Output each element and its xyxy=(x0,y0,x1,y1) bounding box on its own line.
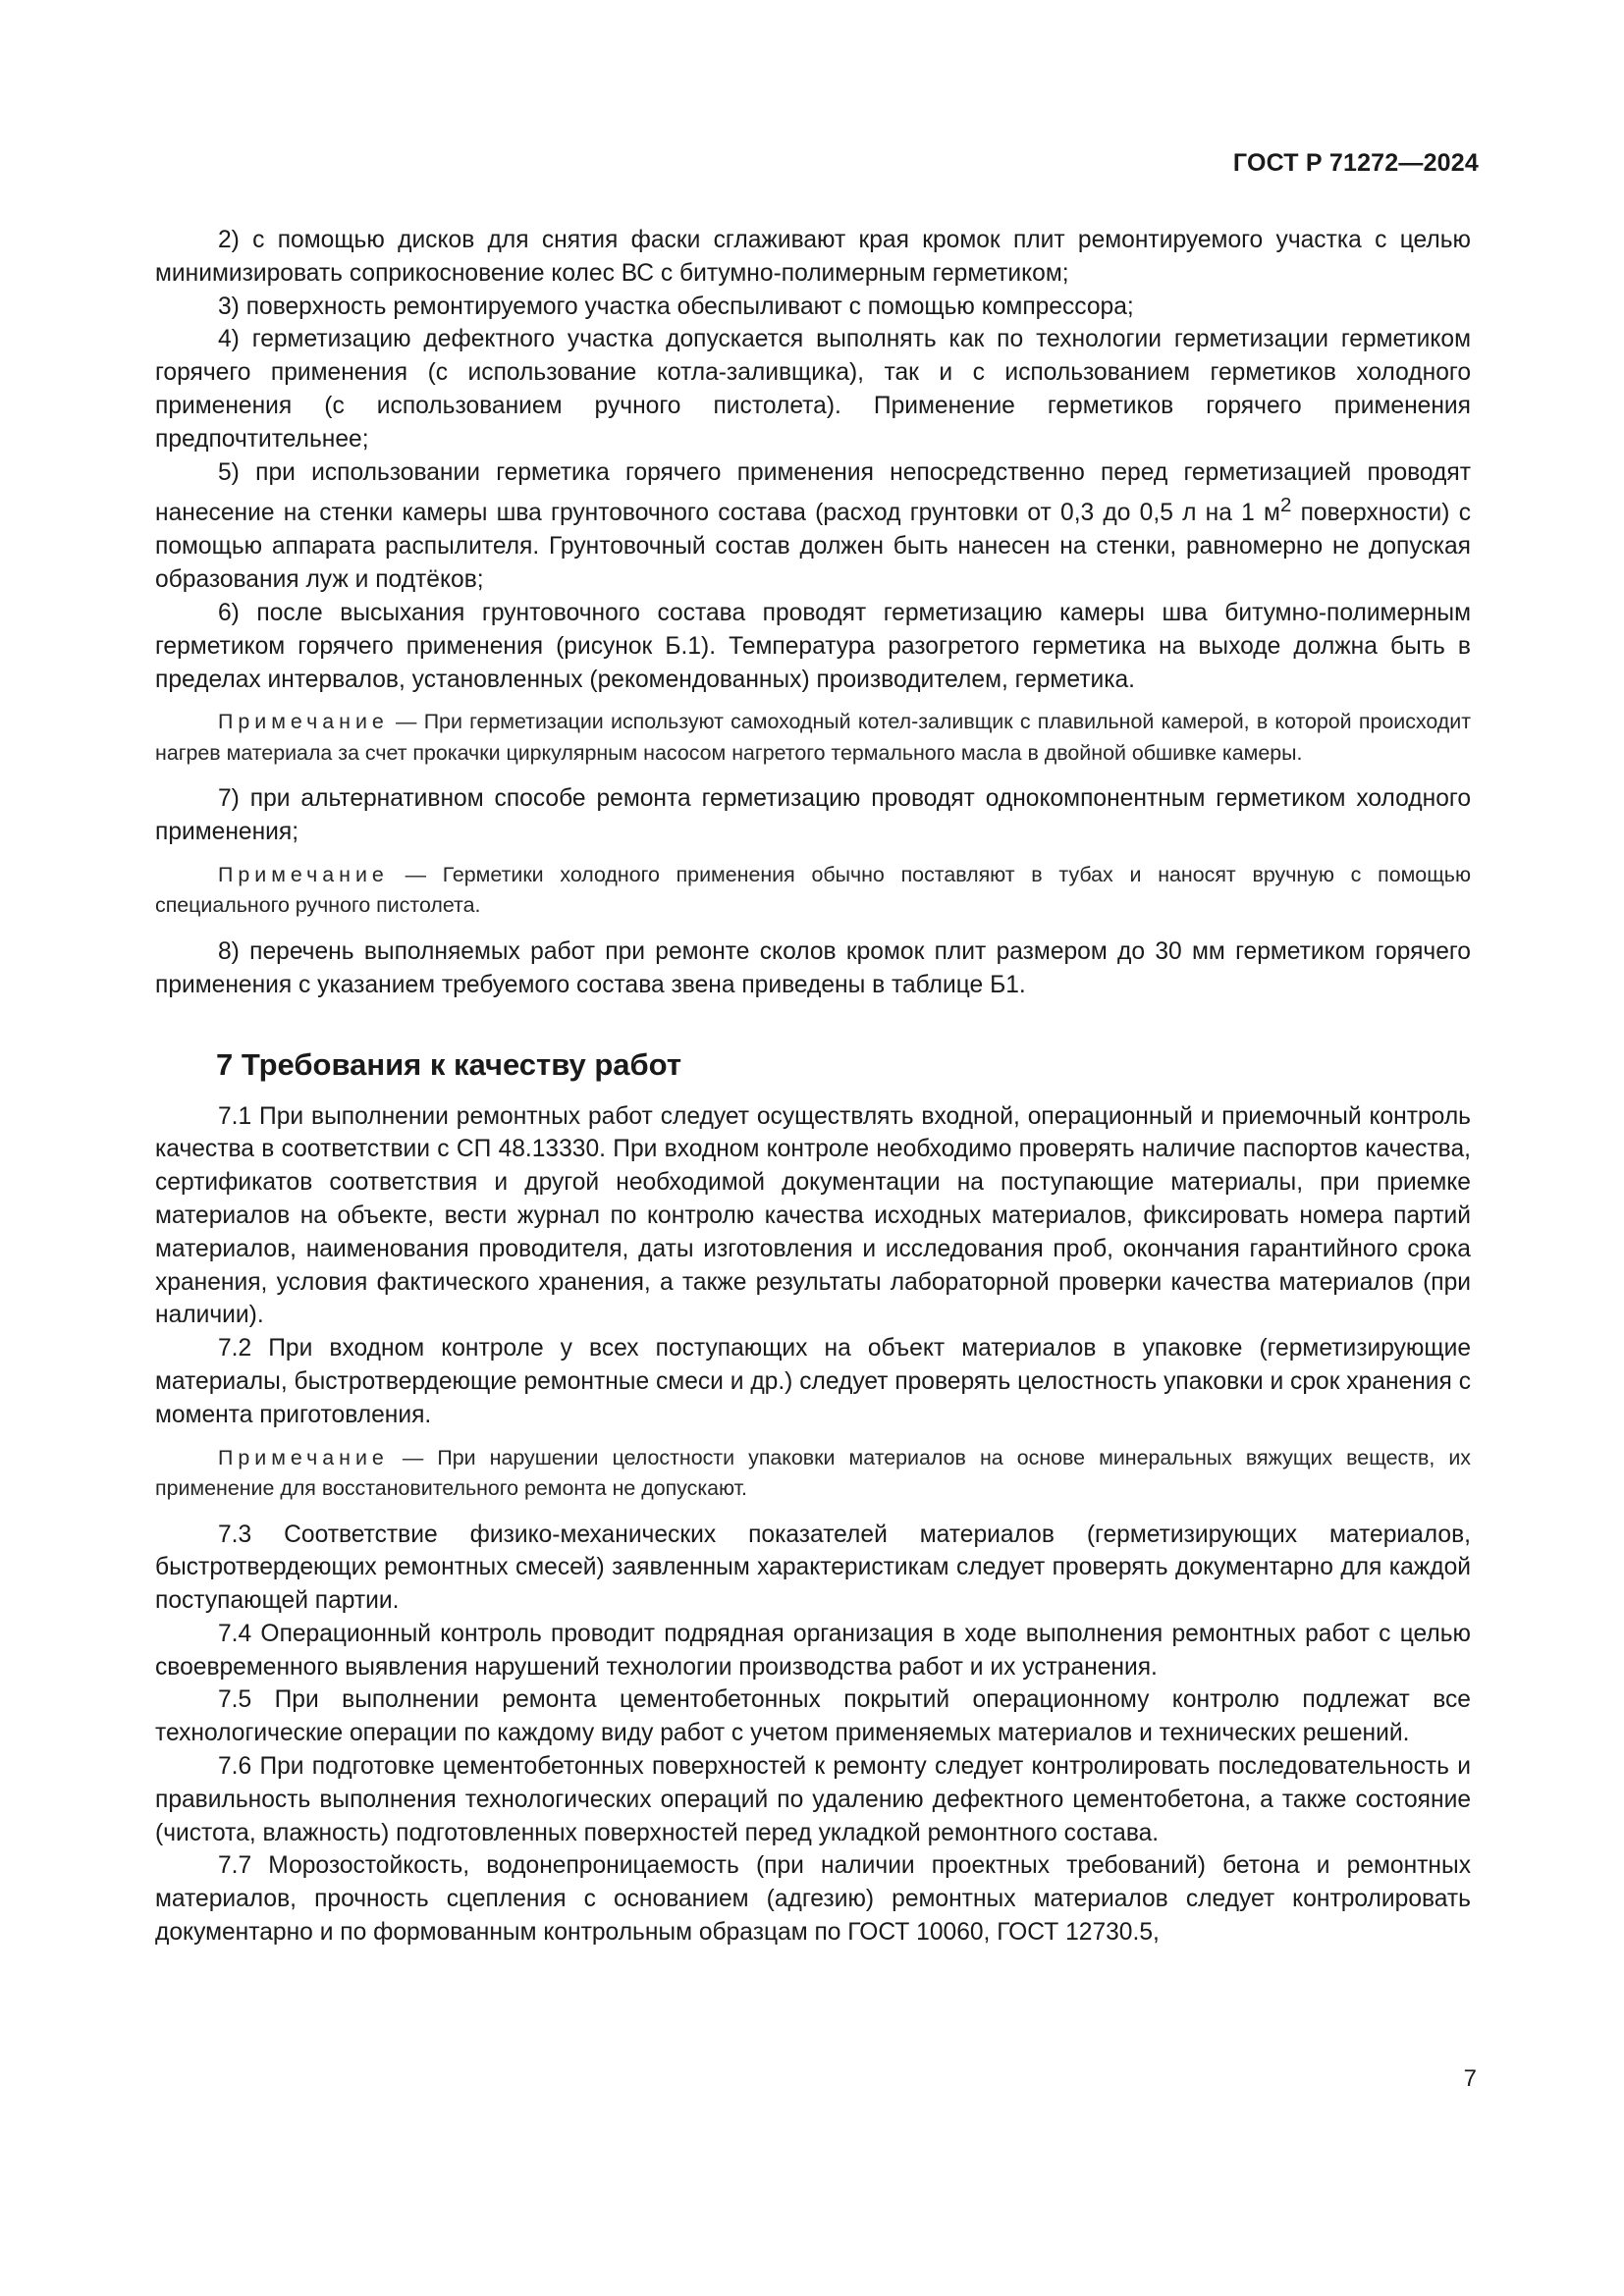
note-label: Примечание xyxy=(218,862,389,886)
note-2 xyxy=(155,860,1471,922)
note-label: Примечание xyxy=(218,710,389,734)
note-3 xyxy=(155,1443,1471,1505)
section-7-title: 7 Требования к качеству работ xyxy=(216,1046,682,1082)
clause-7-6: 7.6 При подготовке цементобетонных поверхностей к ремонту следует контролировать последовательность и правильность выполнения технологических операций по удалению дефектного цементобетона, а также состояние (чистота, влажность) подготовленных поверхностей перед укладкой ремонтного состава. xyxy=(155,1753,1471,1846)
list-item-7: 7) при альтернативном способе ремонта герметизацию проводят однокомпонентным герметиком холодного применения; xyxy=(155,785,1471,846)
list-item-2: 2) с помощью дисков для снятия фаски сглаживают края кромок плит ремонтируемого участка с целью минимизировать соприкосновение колес ВС с битумно-полимерным герметиком; xyxy=(155,227,1471,287)
page-number: 7 xyxy=(1463,2065,1477,2092)
list-item-5-text-b: поверхности) с помощью аппарата распылителя. Грунтовочный состав должен быть нанесен на стенки, равномерно не допуская образования луж и подтёков; xyxy=(155,500,1472,594)
list-item-5-text-a: 5) при использовании герметика горячего применения непосредственно перед герметизацией проводят нанесение на стенки камеры шва грунтовочного состава (расход грунтовки от 0,3 до 0,5 л на 1 м xyxy=(155,458,1471,527)
note-1 xyxy=(155,707,1471,769)
list-item-8: 8) перечень выполняемых работ при ремонте сколов кромок плит размером до 30 мм герметиком горячего применения с указанием требуемого состава звена приведены в таблице Б1. xyxy=(155,937,1471,998)
list-item-3: 3) поверхность ремонтируемого участка обеспыливают с помощью компрессора; xyxy=(218,293,1134,320)
list-item-5 xyxy=(155,456,1471,597)
list-item-6: 6) после высыхания грунтовочного состава проводят герметизацию камеры шва битумно-полимерным герметиком горячего применения (рисунок Б.1). Температура разогретого герметика на выходе должна быть в пределах интервалов, установленных (рекомендованных) производителем, герметика. xyxy=(155,599,1471,693)
superscript-2: 2 xyxy=(1279,494,1292,517)
list-item-4: 4) герметизацию дефектного участка допускается выполнять как по технологии герметизации герметиком горячего применения (с использование котла-заливщика), так и с использованием герметиков холодного применения (с использованием ручного пистолета). Применение герметиков горячего применения предпочтительнее; xyxy=(155,326,1471,453)
clause-7-7: 7.7 Морозостойкость, водонепроницаемость (при наличии проектных требований) бетона и ремонтных материалов, прочность сцепления с основанием (адгезию) ремонтных материалов следует контролировать документарно и по формованным контрольным образцам по ГОСТ 10060, ГОСТ 12730.5, xyxy=(155,1852,1471,1947)
note-dash: — xyxy=(388,710,424,734)
note-dash: — xyxy=(388,1445,438,1469)
document-code-header: ГОСТ Р 71272—2024 xyxy=(1232,149,1479,177)
note-dash: — xyxy=(388,862,443,886)
note-3-text: При нарушении целостности упаковки материалов на основе минеральных вяжущих веществ, их применение для восстановительного ремонта не допускают. xyxy=(155,1445,1471,1500)
page-content xyxy=(155,224,1471,1949)
clause-7-3: 7.3 Соответствие физико-механических показателей материалов (герметизирующих материалов, быстротвердеющих ремонтных смесей) заявленным характеристикам следует проверять документарно для каждой поступающей партии. xyxy=(155,1521,1471,1615)
note-2-text: Герметики холодного применения обычно поставляют в тубах и наносят вручную с помощью специального ручного пистолета. xyxy=(155,862,1471,918)
clause-7-5: 7.5 При выполнении ремонта цементобетонных покрытий операционному контролю подлежат все технологические операции по каждому виду работ с учетом применяемых материалов и технических решений. xyxy=(155,1686,1471,1747)
note-label: Примечание xyxy=(218,1445,389,1469)
clause-7-1: 7.1 При выполнении ремонтных работ следует осуществлять входной, операционный и приемочный контроль качества в соответствии с СП 48.13330. При входном контроле необходимо проверять наличие паспортов качества, сертификатов соответствия и другой необходимой документации на поступающие материалы, при приемке материалов на объекте, вести журнал по контролю качества исходных материалов, фиксировать номера партий материалов, наименования проводителя, даты изготовления и исследования проб, окончания гарантийного срока хранения, условия фактического хранения, а также результаты лабораторной проверки качества материалов (при наличии). xyxy=(155,1102,1471,1329)
clause-7-4: 7.4 Операционный контроль проводит подрядная организация в ходе выполнения ремонтных работ с целью своевременного выявления нарушений технологии производства работ и их устранения. xyxy=(155,1620,1471,1681)
note-1-text: При герметизации используют самоходный котел-заливщик с плавильной камерой, в которой происходит нагрев материала за счет прокачки циркулярным насосом нагретого термального масла в двойной обшивке камеры. xyxy=(155,710,1471,765)
clause-7-2: 7.2 При входном контроле у всех поступающих на объект материалов в упаковке (герметизирующие материалы, быстротвердеющие ремонтные смеси и др.) следует проверять целостность упаковки и срок хранения с момента приготовления. xyxy=(155,1335,1471,1428)
